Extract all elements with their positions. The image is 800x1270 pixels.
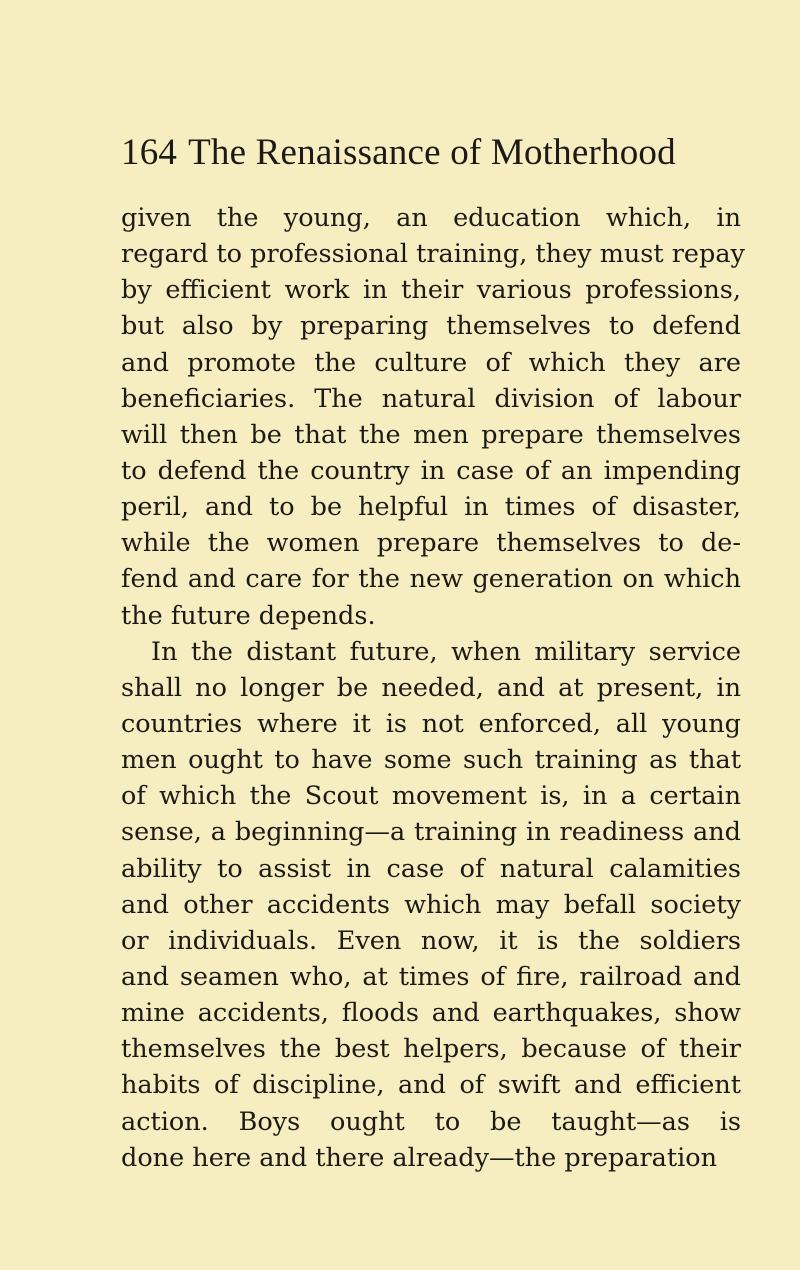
text-line: by efficient work in their various professions, xyxy=(121,275,741,306)
text-line: themselves the best helpers, because of their xyxy=(121,1034,741,1065)
text-line: will then be that the men prepare themselves xyxy=(121,419,741,450)
text-line: done here and there already—the preparation xyxy=(121,1142,718,1173)
text-line: mine accidents, floods and earthquakes, show xyxy=(121,998,741,1029)
text-line: fend and care for the new generation on which xyxy=(121,564,741,595)
text-line: but also by preparing themselves to defend xyxy=(121,311,741,342)
text-line: to defend the country in case of an impending xyxy=(121,455,741,486)
text-line: and promote the culture of which they are xyxy=(121,347,741,378)
page-number: 164 xyxy=(121,132,178,173)
text-line: and other accidents which may befall society xyxy=(121,889,741,920)
text-line: given the young, an education which, in xyxy=(121,203,741,233)
text-line: beneficiaries. The natural division of labour xyxy=(121,383,741,414)
text-line: In the distant future, when military service xyxy=(151,636,741,667)
running-title: The Renaissance of Motherhood xyxy=(188,132,676,173)
text-line: of which the Scout movement is, in a certain xyxy=(121,781,741,812)
text-line: or individuals. Even now, it is the soldiers xyxy=(121,925,741,956)
text-line: peril, and to be helpful in times of disaster, xyxy=(121,492,741,523)
text-line: and seamen who, at times of fire, railroad and xyxy=(121,961,741,992)
text-line: while the women prepare themselves to de- xyxy=(121,528,741,559)
text-line: the future depends. xyxy=(121,600,376,631)
text-line: sense, a beginning—a training in readiness and xyxy=(121,817,741,848)
text-line: men ought to have some such training as that xyxy=(121,745,741,776)
body-text xyxy=(121,200,745,1176)
text-line: shall no longer be needed, and at present, in xyxy=(121,672,741,703)
text-line: countries where it is not enforced, all young xyxy=(121,708,741,739)
text-line: regard to professional training, they must repay xyxy=(121,239,745,270)
running-header xyxy=(121,131,676,175)
text-line: action. Boys ought to be taught—as is xyxy=(121,1106,741,1137)
text-line: habits of discipline, and of swift and efficient xyxy=(121,1070,741,1101)
text-line: ability to assist in case of natural calamities xyxy=(121,853,741,884)
